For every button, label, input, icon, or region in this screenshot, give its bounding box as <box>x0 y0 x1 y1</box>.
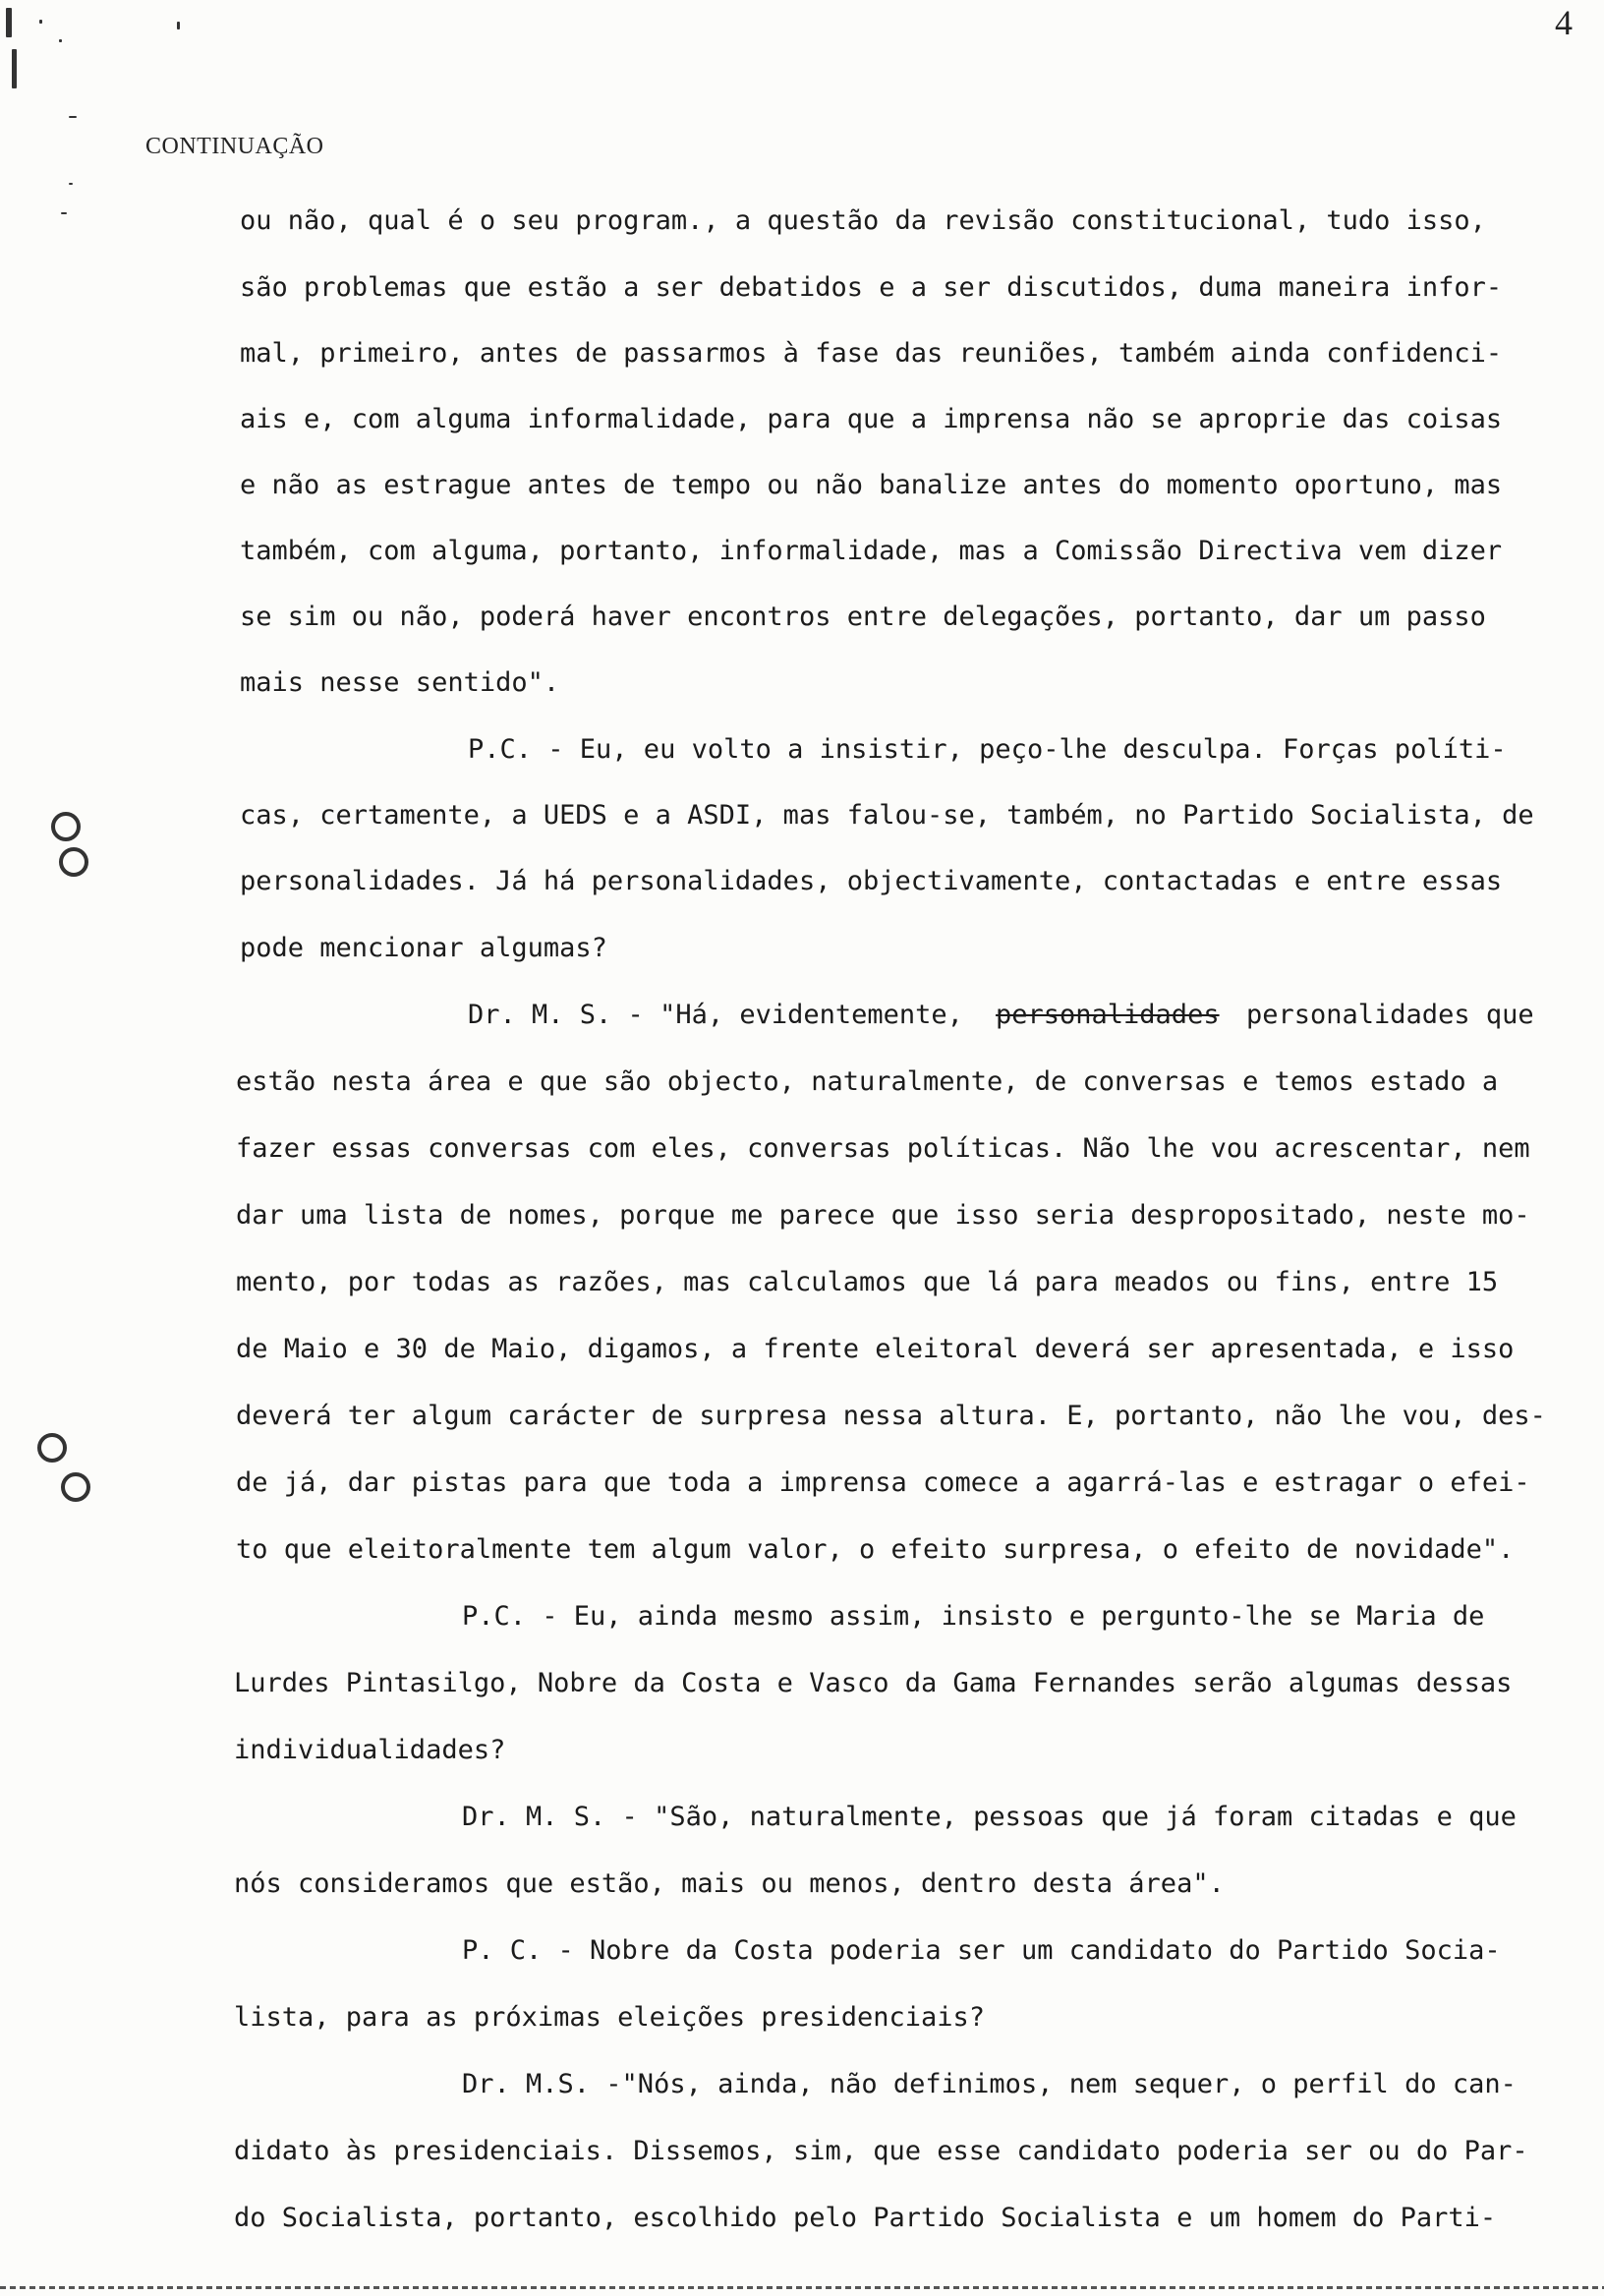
scan-speck <box>12 49 17 88</box>
text-line: to que eleitoralmente tem algum valor, o efeito surpresa, o efeito de novidade". <box>236 1534 1515 1565</box>
text-line: lista, para as próximas eleições presidenciais? <box>234 2002 986 2033</box>
text-line: P. C. - Nobre da Costa poderia ser um candidato do Partido Socia- <box>462 1935 1501 1966</box>
page-number: 4 <box>1555 3 1573 42</box>
text-line: Dr. M. S. - "Há, evidentemente, <box>468 1000 963 1030</box>
text-line: ais e, com alguma informalidade, para que a imprensa não se aproprie das coisas <box>240 404 1503 434</box>
text-line: dar uma lista de nomes, porque me parece que isso seria despropositado, neste mo- <box>236 1200 1530 1231</box>
text-line: personalidades. Já há personalidades, objectivamente, contactadas e entre essas <box>240 866 1503 896</box>
scan-speck <box>6 8 12 37</box>
text-line: P.C. - Eu, eu volto a insistir, peço-lhe desculpa. Forças políti- <box>468 734 1507 765</box>
text-line: Dr. M. S. - "São, naturalmente, pessoas que já foram citadas e que <box>462 1802 1517 1832</box>
text-line: didato às presidenciais. Dissemos, sim, que esse candidato poderia ser ou do Par- <box>234 2136 1528 2166</box>
text-line: Lurdes Pintasilgo, Nobre da Costa e Vasco da Gama Fernandes serão algumas dessas <box>234 1668 1513 1698</box>
text-line: P.C. - Eu, ainda mesmo assim, insisto e pergunto-lhe se Maria de <box>462 1601 1485 1632</box>
punch-hole <box>59 847 88 877</box>
text-line: estão nesta área e que são objecto, naturalmente, de conversas e temos estado a <box>236 1066 1499 1097</box>
punch-hole <box>37 1433 67 1463</box>
punch-hole <box>51 812 81 841</box>
text-line: individualidades? <box>234 1735 506 1765</box>
text-line: nós consideramos que estão, mais ou menos, dentro desta área". <box>234 1868 1225 1899</box>
text-line: pode mencionar algumas? <box>240 933 607 963</box>
text-line: também, com alguma, portanto, informalidade, mas a Comissão Directiva vem dizer <box>240 536 1503 566</box>
continuation-header: CONTINUAÇÃO <box>145 134 324 159</box>
struck-word: personalidades <box>996 1000 1220 1030</box>
text-line: são problemas que estão a ser debatidos e a ser discutidos, duma maneira infor- <box>240 272 1503 303</box>
text-line: personalidades que <box>1246 1000 1534 1030</box>
text-line: mais nesse sentido". <box>240 667 560 698</box>
text-line: de já, dar pistas para que toda a imprensa comece a agarrá-las e estragar o efei- <box>236 1467 1530 1498</box>
text-line: de Maio e 30 de Maio, digamos, a frente eleitoral deverá ser apresentada, e isso <box>236 1334 1515 1364</box>
scan-speck <box>69 116 77 118</box>
text-line: ou não, qual é o seu program., a questão da revisão constitucional, tudo isso, <box>240 205 1486 236</box>
scan-speck <box>177 22 180 29</box>
scan-speck <box>61 212 67 214</box>
punch-hole <box>61 1472 90 1502</box>
text-line: deverá ter algum carácter de surpresa nessa altura. E, portanto, não lhe vou, des- <box>236 1401 1546 1431</box>
text-line: do Socialista, portanto, escolhido pelo Partido Socialista e um homem do Parti- <box>234 2203 1497 2233</box>
text-line: mento, por todas as razões, mas calculamos que lá para meados ou fins, entre 15 <box>236 1267 1499 1297</box>
scan-speck <box>59 39 62 42</box>
text-line: mal, primeiro, antes de passarmos à fase das reuniões, também ainda confidenci- <box>240 338 1503 369</box>
text-line: Dr. M.S. -"Nós, ainda, não definimos, nem sequer, o perfil do can- <box>462 2069 1517 2099</box>
scan-speck <box>39 20 42 24</box>
text-line: se sim ou não, poderá haver encontros entre delegações, portanto, dar um passo <box>240 602 1486 632</box>
scan-speck <box>69 183 73 185</box>
text-line: fazer essas conversas com eles, conversas políticas. Não lhe vou acrescentar, nem <box>236 1133 1530 1164</box>
scan-bottom-edge <box>0 2286 1604 2289</box>
text-line: e não as estrague antes de tempo ou não banalize antes do momento oportuno, mas <box>240 470 1503 500</box>
text-line: cas, certamente, a UEDS e a ASDI, mas falou-se, também, no Partido Socialista, de <box>240 800 1534 831</box>
